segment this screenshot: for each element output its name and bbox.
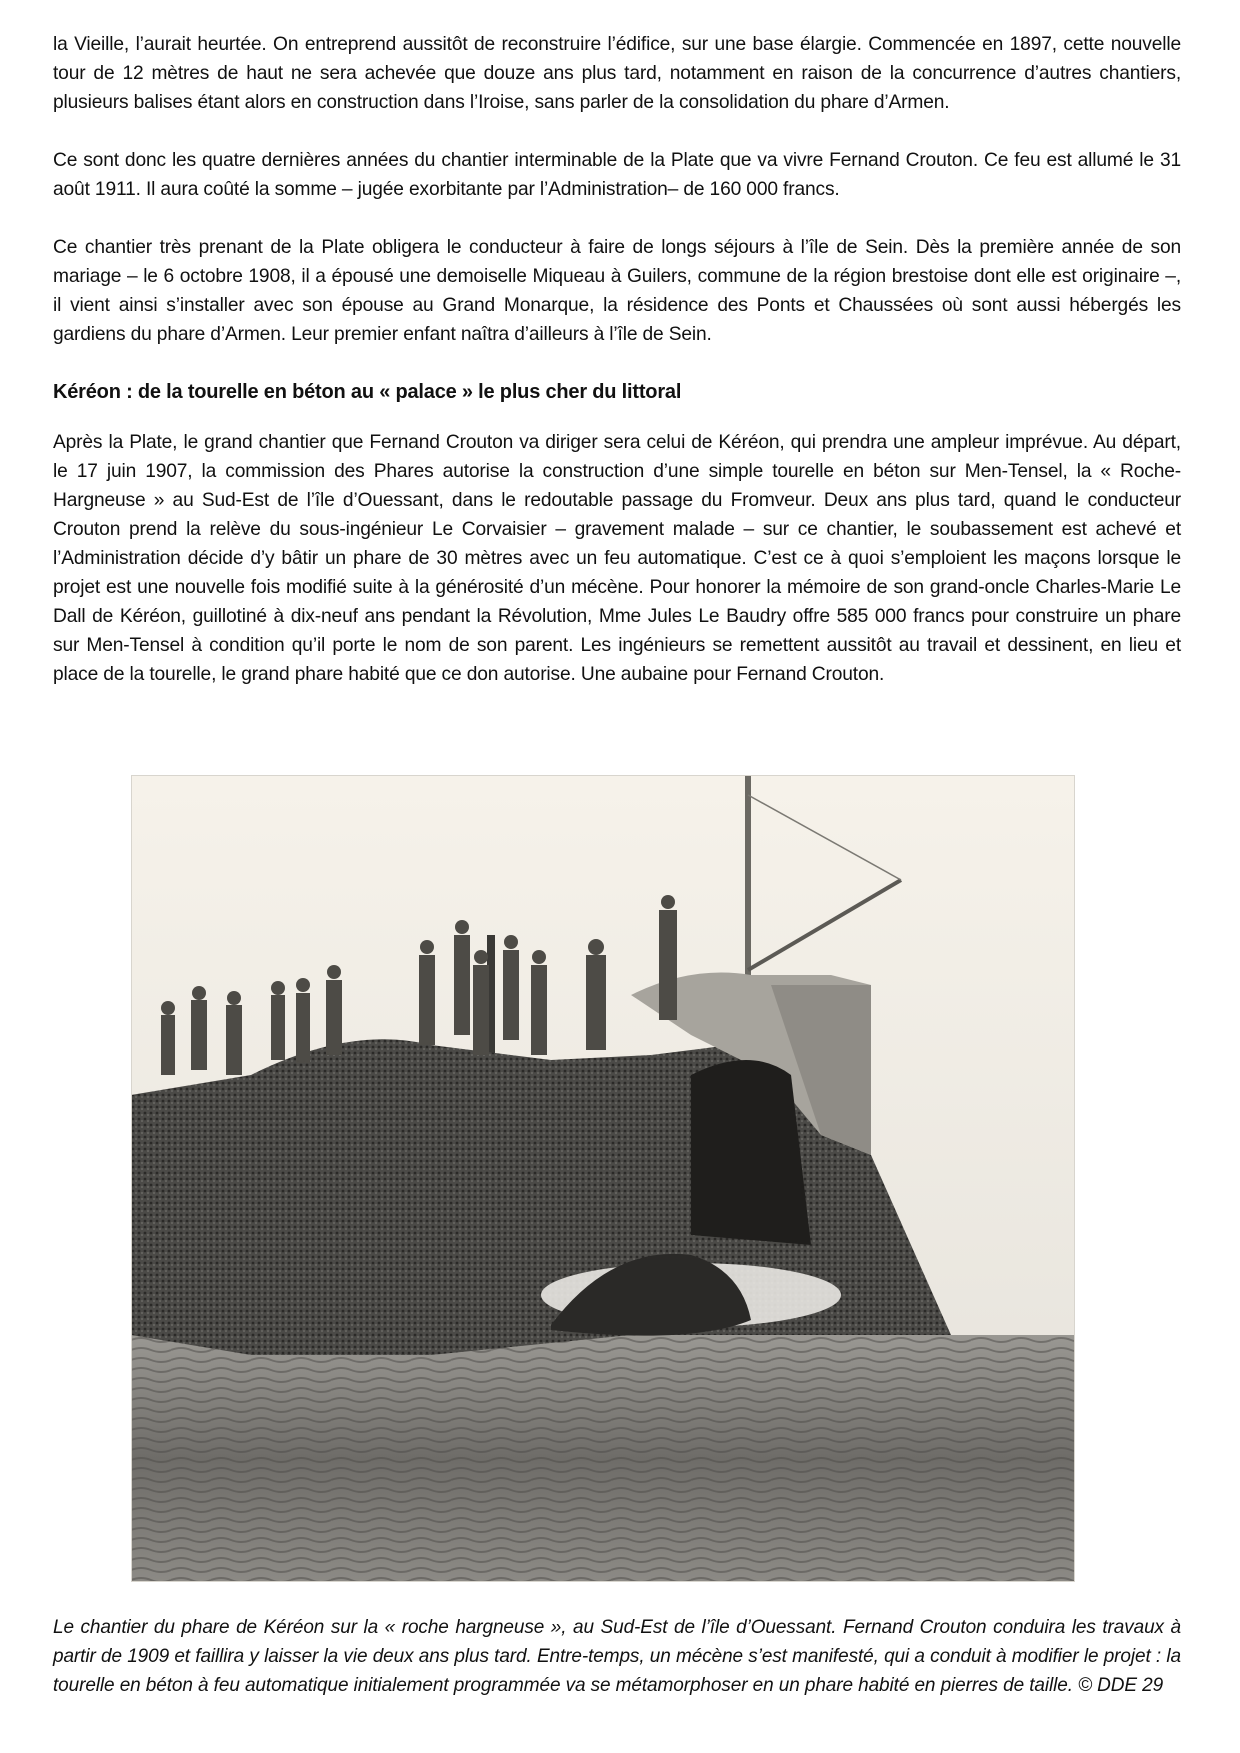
photo-caption: Le chantier du phare de Kéréon sur la « roche hargneuse », au Sud-Est de l’île d’Ouessant. Fernand Crouton conduira les travaux à partir de 1909 et faillira y laisser la vie deux ans plus tard. Entre-temps, un mécène s’est manifesté, qui a conduit à modifier le projet : la tourelle en béton à feu automatique initialement programmée va se métamorphoser en un phare habité en pierres de taille. © DDE 29 (53, 1617, 1181, 1696)
paragraph-ile-de-sein: Ce chantier très prenant de la Plate obligera le conducteur à faire de longs séjours à l’île de Sein. Dès la première année de son mariage – le 6 octobre 1908, il a épousé une demoiselle Miqueau à Guilers, commune de la région brestoise dont elle est originaire –, il vient ainsi s’installer avec son épouse au Grand Monarque, la résidence des Ponts et Chaussées où sont aussi hébergés les gardiens du phare d’Armen. Leur premier enfant naîtra d’ailleurs à l’île de Sein. (53, 237, 1181, 345)
paragraph-la-vieille: la Vieille, l’aurait heurtée. On entreprend aussitôt de reconstruire l’édifice, sur une base élargie. Commencée en 1897, cette nouvelle tour de 12 mètres de haut ne sera achevée que douze ans plus tard, notamment en raison de la concurrence d’autres chantiers, plusieurs balises étant alors en construction dans l’Iroise, sans parler de la consolidation du phare d’Armen. (53, 34, 1181, 113)
section-heading-kereon: Kéréon : de la tourelle en béton au « palace » le plus cher du littoral (53, 381, 682, 403)
photo-illustration (131, 775, 1075, 1582)
paragraph-plate-lit: Ce sont donc les quatre dernières années du chantier interminable de la Plate que va vivre Fernand Crouton. Ce feu est allumé le 31 août 1911. Il aura coûté la somme – jugée exorbitante par l’Administration– de 160 000 francs. (53, 150, 1181, 200)
paragraph-kereon: Après la Plate, le grand chantier que Fernand Crouton va diriger sera celui de Kéréon, qui prendra une ampleur imprévue. Au départ, le 17 juin 1907, la commission des Phares autorise la construction d’une simple tourelle en béton sur Men-Tensel, la « Roche-Hargneuse » au Sud-Est de l’île d’Ouessant, dans le redoutable passage du Fromveur. Deux ans plus tard, quand le conducteur Crouton prend la relève du sous-ingénieur Le Corvaisier – gravement malade – sur ce chantier, le soubassement est achevé et l’Administration décide d’y bâtir un phare de 30 mètres avec un feu automatique. C’est ce à quoi s’emploient les maçons lorsque le projet est une nouvelle fois modifié suite à la générosité d’un mécène. Pour honorer la mémoire de son grand-oncle Charles-Marie Le Dall de Kéréon, guillotiné à dix-neuf ans pendant la Révolution, Mme Jules Le Baudry offre 585 000 francs pour construire un phare sur Men-Tensel à condition qu’il porte le nom de son parent. Les ingénieurs se remettent aussitôt au travail et dessinent, en lieu et place de la tourelle, le grand phare habité que ce don autorise. Une aubaine pour Fernand Crouton. (53, 432, 1181, 685)
document-page (53, 30, 1181, 689)
kereon-construction-photo (131, 775, 1075, 1582)
